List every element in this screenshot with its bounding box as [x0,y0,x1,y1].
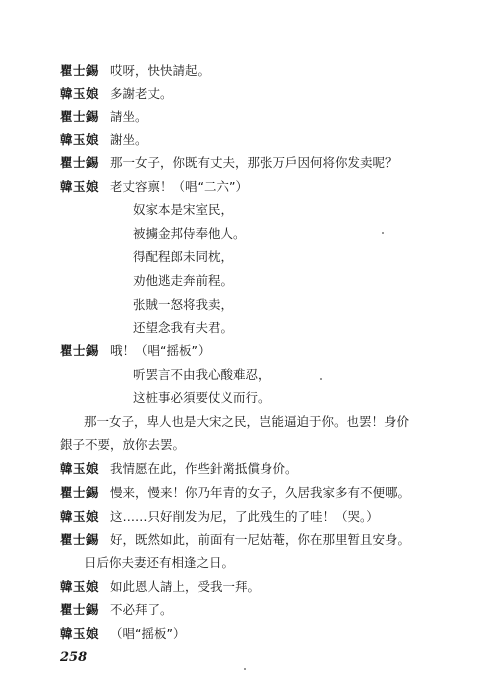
dialogue-line [60,108,148,126]
dialogue-text: （唱“摇板”） [110,626,186,641]
dialogue-text: 多謝老丈。 [110,86,173,101]
dialogue-line [60,85,173,103]
prose-line: 日后你夫妻还有相逢之日。 [84,555,235,570]
speaker-name: 瞿士錫 [60,63,100,78]
speaker-name: 瞿士錫 [60,485,100,500]
dialogue-line [60,531,410,549]
dialogue-line [60,484,410,502]
verse-line: 劝他逃走奔前程。 [133,273,234,288]
dialogue-line [60,625,185,643]
dialogue-line [60,178,248,196]
dialogue-text: 我情愿在此，作些針黹抵償身价。 [110,461,298,476]
dialogue-text: 老丈容禀！（唱“二六”） [110,179,248,194]
speaker-name: 瞿士錫 [60,155,100,170]
page-number: 258 [60,650,88,665]
dialogue-text: 不必拜了。 [110,602,173,617]
speaker-name: 瞿士錫 [60,602,100,617]
verse-line: 奴家本是宋室民， [133,202,234,217]
speaker-name: 韓玉娘 [60,461,100,476]
speaker-name: 韓玉娘 [60,179,100,194]
speaker-name: 瞿士錫 [60,343,100,358]
prose-line: 銀子不要，放你去罢。 [60,437,186,452]
verse-line: 得配程郎未同枕， [133,249,234,264]
verse-line: 被擄金邦侍奉他人。 [133,226,246,241]
dialogue-line [60,62,210,80]
speaker-name: 韓玉娘 [60,509,100,524]
speaker-name: 韓玉娘 [60,626,100,641]
dialogue-text: 如此恩人請上，受我一拜。 [110,579,261,594]
verse-line: 听罢言不由我心酸难忍， [133,367,271,382]
dialogue-text: 哦！（唱“摇板”） [110,343,211,358]
dialogue-line [60,131,148,149]
dialogue-text: 謝坐。 [110,132,148,147]
speaker-name: 瞿士錫 [60,532,100,547]
dialogue-line [60,508,379,526]
speaker-name: 韓玉娘 [60,86,100,101]
dialogue-text: 哎呀，快快請起。 [110,63,211,78]
dialogue-text: 請坐。 [110,109,148,124]
speaker-name: 韓玉娘 [60,579,100,594]
scan-speck [244,668,246,670]
dialogue-line [60,578,260,596]
dialogue-text: 慢来，慢来！你乃年青的女子，久居我家多有不便哪。 [110,485,411,500]
dialogue-line [60,342,210,360]
verse-line: 还望念我有夫君。 [133,320,234,335]
scan-speck [382,232,384,234]
verse-line: 张賊一怒将我卖， [133,297,234,312]
speaker-name: 瞿士錫 [60,109,100,124]
speaker-name: 韓玉娘 [60,132,100,147]
scan-speck [320,378,322,380]
dialogue-line [60,460,298,478]
dialogue-line [60,154,398,172]
dialogue-line [60,601,173,619]
dialogue-text: 好，既然如此，前面有一尼姑菴，你在那里暂且安身。 [110,532,411,547]
prose-line: 那一女子，卑人也是大宋之民，岂能逼迫于你。也罢！身价 [84,414,410,429]
verse-line: 这桩事必須要仗义而行。 [133,390,271,405]
dialogue-text: 那一女子，你既有丈夫，那张万戶因何将你发卖呢？ [110,155,398,170]
dialogue-text: 这……只好削发为尼，了此残生的了哇！（哭。） [110,509,379,524]
